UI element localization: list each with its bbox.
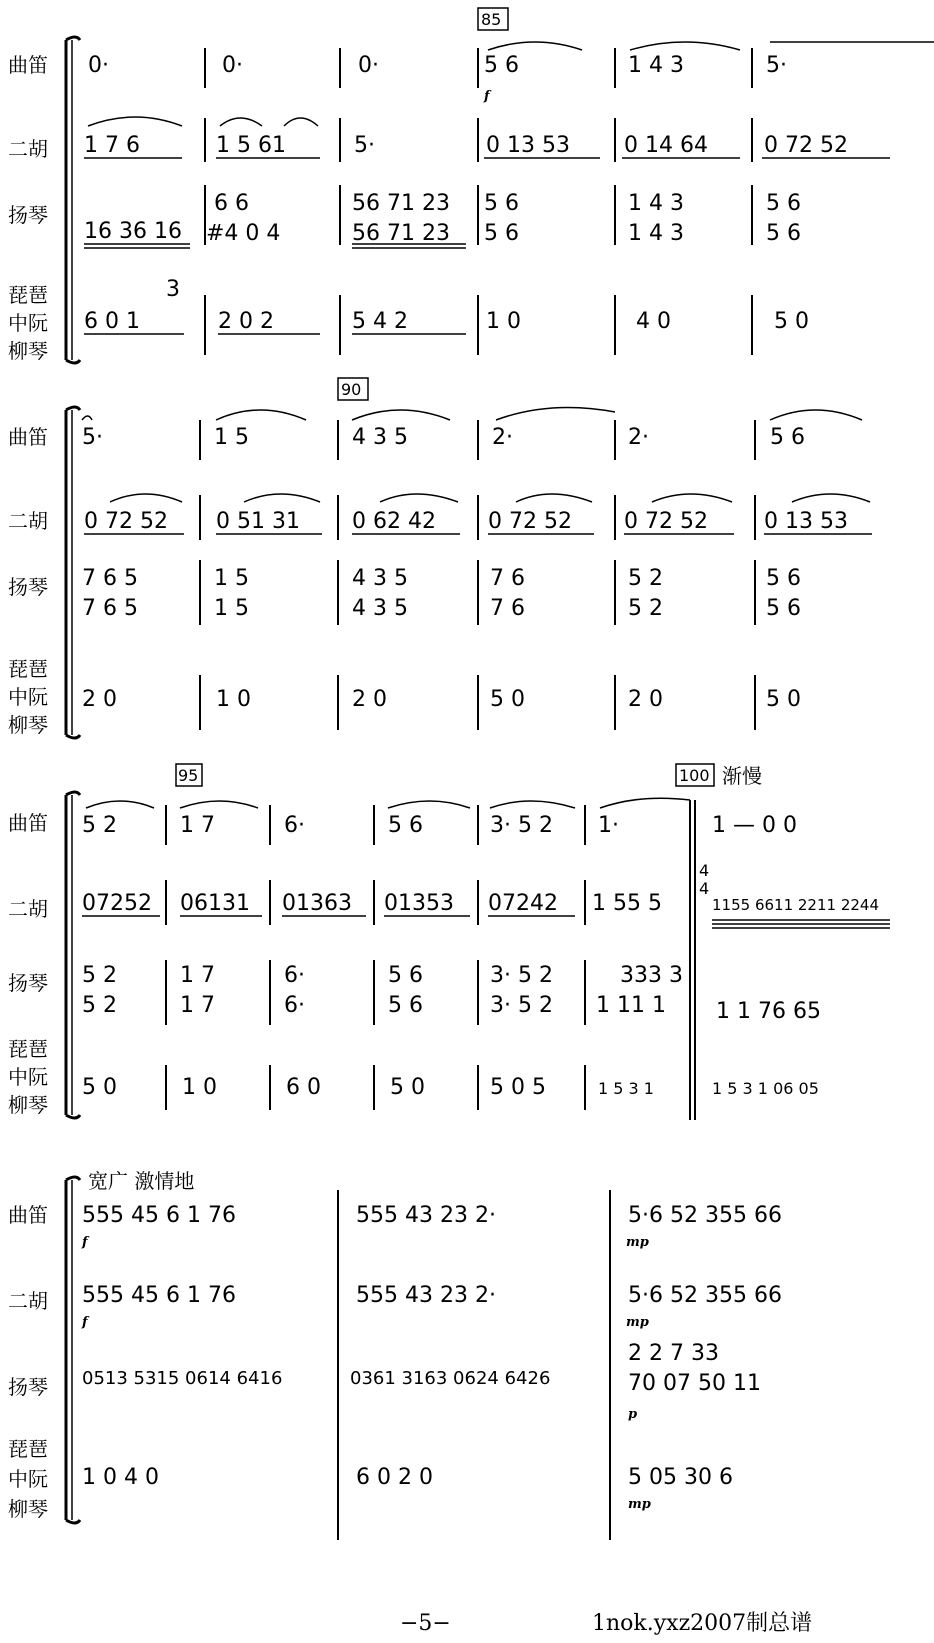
plucked-m5: 4 0 [636,309,671,334]
qudi-m14: 1 7 [180,813,215,838]
erhu-m22: 5·6 52 355 66 [628,1283,782,1308]
plucked-m2: 2 0 2 [218,309,274,334]
rehearsal-mark-85: 85 [481,10,502,29]
erhu-m4: 0 13 53 [486,133,570,158]
qudi-m6: 5· [766,53,787,78]
qudi-m12: 5 6 [770,425,805,450]
yangqin-m13-lower: 5 2 [82,993,117,1018]
erhu-m21: 555 43 23 2· [356,1283,496,1308]
erhu-m10: 0 72 52 [488,509,572,534]
qudi-m18: 1· [598,813,619,838]
dynamic-mp-2: mp [626,1315,649,1330]
qudi-m8: 1 5 [214,425,249,450]
erhu-m17: 07242 [488,891,558,916]
yangqin-m11-lower: 5 2 [628,596,663,621]
plucked-m1: 6 0 1 [84,309,140,334]
label-qudi-3: 曲笛 [8,811,48,835]
dynamic-mp-3: mp [628,1497,651,1512]
erhu-m18: 1 55 5 [592,891,662,916]
yangqin-m8-lower: 1 5 [214,596,249,621]
yangqin-m5-upper: 1 4 3 [628,191,684,216]
plucked-m22: 5 05 30 6 [628,1465,733,1490]
label-erhu-2: 二胡 [8,509,48,533]
rehearsal-mark-100: 100 [679,766,710,785]
label-liuqin-4: 柳琴 [8,1497,48,1521]
svg-text:4: 4 [699,861,710,880]
label-erhu-3: 二胡 [8,897,48,921]
qudi-m20: 555 45 6 1 76 [82,1203,236,1228]
label-liuqin: 柳琴 [8,339,48,363]
yangqin-m6-upper: 5 6 [766,191,801,216]
erhu-m12: 0 13 53 [764,509,848,534]
system-4 [8,1169,782,1540]
yangqin-m9-lower: 4 3 5 [352,596,408,621]
erhu-m13: 07252 [82,891,152,916]
erhu-m11: 0 72 52 [624,509,708,534]
plucked-m15: 6 0 [286,1075,321,1100]
yangqin-m17-upper: 3· 5 2 [490,963,553,988]
plucked-m17: 5 0 5 [490,1075,546,1100]
tempo-change-text: 渐慢 [722,764,762,788]
label-pipa-2: 琵琶 [8,657,48,681]
yangqin-m16-upper: 5 6 [388,963,423,988]
qudi-m19: 1 — 0 0 [712,813,797,838]
label-liuqin-2: 柳琴 [8,713,48,737]
yangqin-m15-upper: 6· [284,963,305,988]
erhu-m2: 1 5 61 [216,133,286,158]
qudi-m15: 6· [284,813,305,838]
qudi-m17: 3· 5 2 [490,813,553,838]
label-pipa-3: 琵琶 [8,1037,48,1061]
erhu-m16: 01353 [384,891,454,916]
erhu-m9: 0 62 42 [352,509,436,534]
dynamic-forte-4b: f [82,1315,88,1330]
plucked-m10: 5 0 [490,687,525,712]
plucked-m21: 6 0 2 0 [356,1465,433,1490]
plucked-m20: 1 0 4 0 [82,1465,159,1490]
label-yangqin-2: 扬琴 [8,575,48,599]
qudi-m21: 555 43 23 2· [356,1203,496,1228]
yangqin-m2-lower: #4 0 4 [206,221,281,246]
erhu-m3: 5· [354,133,375,158]
plucked-m12: 5 0 [766,687,801,712]
label-pipa-4: 琵琶 [8,1437,48,1461]
qudi-m22: 5·6 52 355 66 [628,1203,782,1228]
system-2 [8,378,872,738]
yangqin-m3-lower: 56 71 23 [352,221,450,246]
qudi-m1: 0· [88,53,109,78]
yangqin-m13-upper: 5 2 [82,963,117,988]
dynamic-forte-4: f [82,1235,88,1250]
time-signature [699,861,709,898]
plucked-m4: 1 0 [486,309,521,334]
plucked-m8: 1 0 [216,687,251,712]
label-zhongruan: 中阮 [8,311,48,335]
label-zhongruan-3: 中阮 [8,1065,48,1089]
yangqin-m2-upper: 6 6 [214,191,249,216]
yangqin-m11-upper: 5 2 [628,566,663,591]
yangqin-m16-lower: 5 6 [388,993,423,1018]
plucked-m6: 5 0 [774,309,809,334]
character-text: 宽广 激情地 [88,1169,195,1193]
plucked-m19: 1 5 3 1 06 05 [712,1079,819,1098]
svg-text:4: 4 [699,879,710,898]
system-3 [8,764,890,1120]
label-yangqin-3: 扬琴 [8,971,48,995]
yangqin-m14-lower: 1 7 [180,993,215,1018]
credit-text: 1nok.yxz2007制总谱 [592,1611,813,1636]
erhu-m6: 0 72 52 [764,133,848,158]
qudi-m2: 0· [222,53,243,78]
qudi-m13: 5 2 [82,813,117,838]
plucked-m11: 2 0 [628,687,663,712]
label-erhu-4: 二胡 [8,1289,48,1313]
yangqin-m7-upper: 7 6 5 [82,566,138,591]
page-number: −5− [400,1611,451,1636]
qudi-m10: 2· [492,425,513,450]
qudi-m11: 2· [628,425,649,450]
yangqin-m19: 1 1 76 65 [716,999,821,1024]
erhu-m20: 555 45 6 1 76 [82,1283,236,1308]
system-1 [8,8,934,363]
qudi-m7: 5· [82,425,103,450]
label-erhu: 二胡 [8,137,48,161]
yangqin-m12-upper: 5 6 [766,566,801,591]
erhu-m1: 1 7 6 [84,133,140,158]
yangqin-m7-lower: 7 6 5 [82,596,138,621]
yangqin-m4-lower: 5 6 [484,221,519,246]
label-zhongruan-2: 中阮 [8,685,48,709]
yangqin-m1: 16 36 16 [84,219,182,244]
qudi-m3: 0· [358,53,379,78]
label-qudi: 曲笛 [8,53,48,77]
plucked-m1-chord: 3 [166,277,180,302]
label-yangqin-4: 扬琴 [8,1375,48,1399]
yangqin-m17-lower: 3· 5 2 [490,993,553,1018]
erhu-m7: 0 72 52 [84,509,168,534]
yangqin-m20: 0513 5315 0614 6416 [82,1368,283,1389]
yangqin-m18-upper: 333 3 [620,963,683,988]
plucked-m14: 1 0 [182,1075,217,1100]
qudi-m9: 4 3 5 [352,425,408,450]
yangqin-m6-lower: 5 6 [766,221,801,246]
rehearsal-mark-95: 95 [178,766,199,785]
plucked-m7: 2 0 [82,687,117,712]
dynamic-mp: mp [626,1235,649,1250]
yangqin-m10-upper: 7 6 [490,566,525,591]
label-liuqin-3: 柳琴 [8,1093,48,1117]
erhu-m8: 0 51 31 [216,509,300,534]
yangqin-m14-upper: 1 7 [180,963,215,988]
yangqin-m18-lower: 1 11 1 [596,993,666,1018]
yangqin-m4-upper: 5 6 [484,191,519,216]
erhu-m15: 01363 [282,891,352,916]
qudi-m4: 5 6 [484,53,519,78]
dynamic-piano: p [628,1407,638,1422]
erhu-m14: 06131 [180,891,250,916]
label-yangqin: 扬琴 [8,203,48,227]
label-zhongruan-4: 中阮 [8,1467,48,1491]
qudi-m16: 5 6 [388,813,423,838]
yangqin-m21: 0361 3163 0624 6426 [350,1368,551,1389]
yangqin-m9-upper: 4 3 5 [352,566,408,591]
erhu-m19: 1155 6611 2211 2244 [712,896,879,914]
plucked-m18: 1 5 3 1 [598,1079,654,1098]
plucked-m9: 2 0 [352,687,387,712]
yangqin-m22-lower: 70 07 50 11 [628,1371,761,1396]
erhu-m5: 0 14 64 [624,133,708,158]
yangqin-m22-upper: 2 2 7 33 [628,1341,719,1366]
label-qudi-4: 曲笛 [8,1203,48,1227]
label-qudi-2: 曲笛 [8,425,48,449]
rehearsal-mark-90: 90 [341,380,362,399]
yangqin-m12-lower: 5 6 [766,596,801,621]
yangqin-m8-upper: 1 5 [214,566,249,591]
yangqin-m5-lower: 1 4 3 [628,221,684,246]
qudi-m5: 1 4 3 [628,53,684,78]
label-pipa: 琵琶 [8,283,48,307]
yangqin-m15-lower: 6· [284,993,305,1018]
dynamic-forte: f [484,89,490,104]
plucked-m13: 5 0 [82,1075,117,1100]
plucked-m16: 5 0 [390,1075,425,1100]
plucked-m3: 5 4 2 [352,309,408,334]
yangqin-m10-lower: 7 6 [490,596,525,621]
yangqin-m3-upper: 56 71 23 [352,191,450,216]
